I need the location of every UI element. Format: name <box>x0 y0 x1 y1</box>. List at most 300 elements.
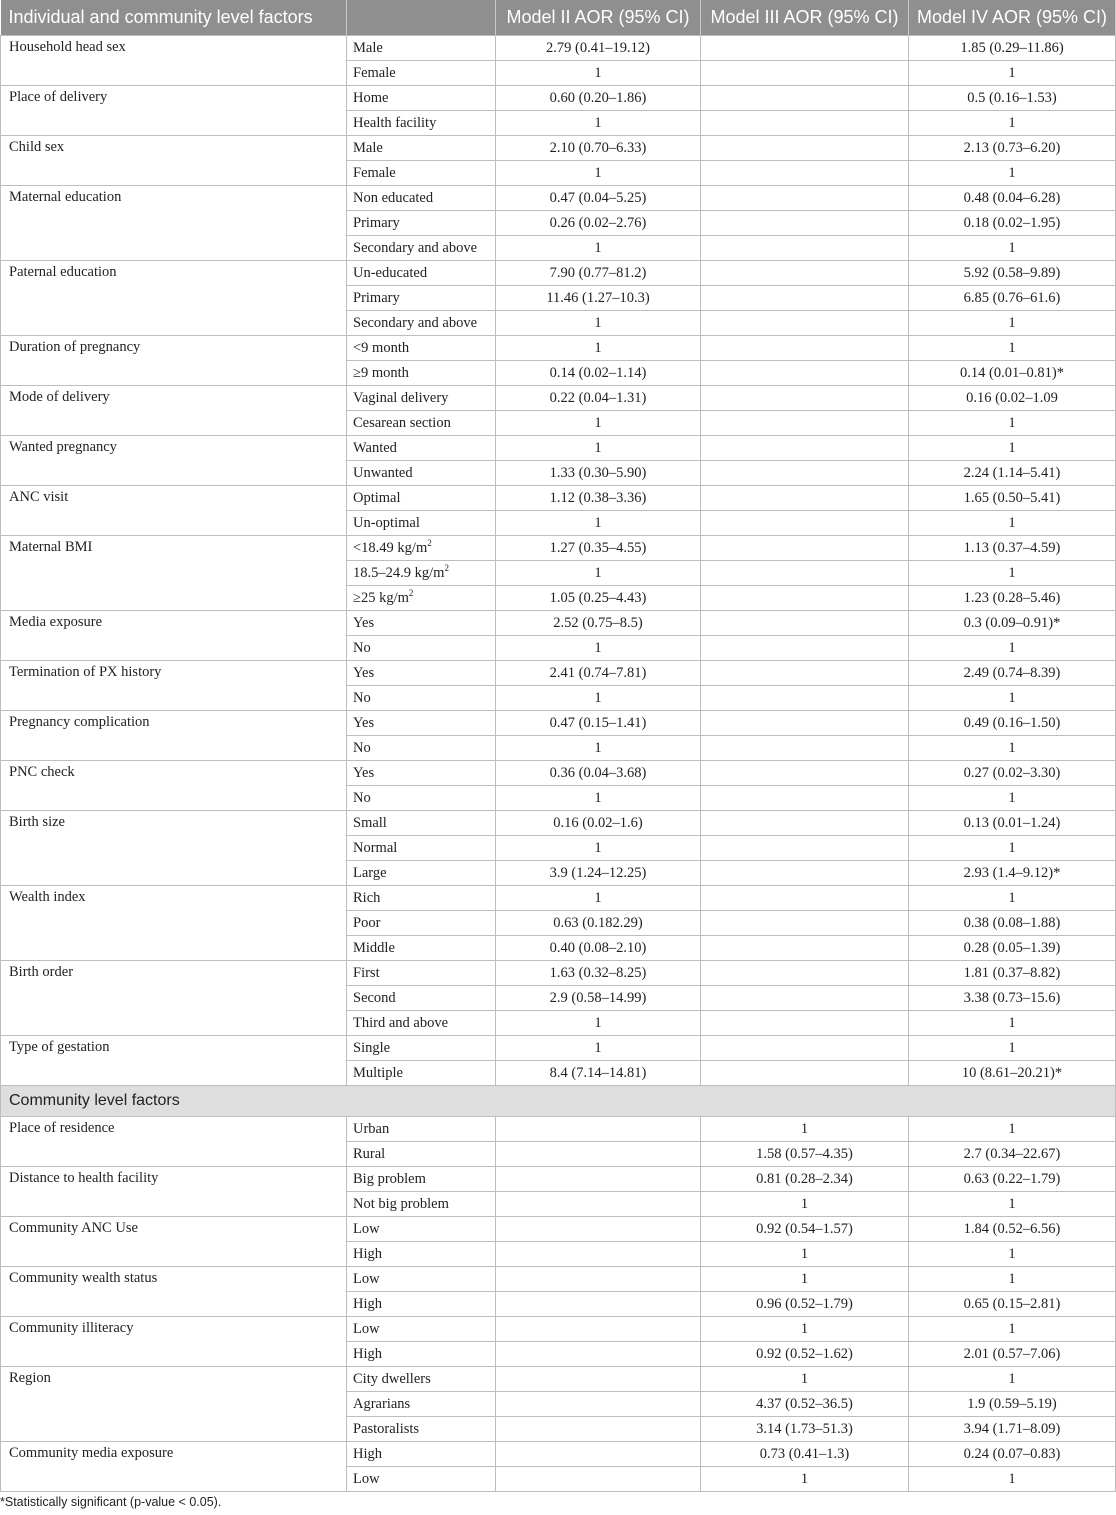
aor-m2-value <box>496 1192 701 1217</box>
factor-level-label: Low <box>353 1321 380 1337</box>
aor-m2-value: 0.60 (0.20–1.86) <box>496 86 701 111</box>
factor-level <box>347 811 496 836</box>
factor-level-label: Un-optimal <box>353 515 420 531</box>
aor-m2-value: 1 <box>496 1036 701 1061</box>
aor-m2-value: 2.79 (0.41–19.12) <box>496 36 701 61</box>
aor-m4-value: 0.3 (0.09–0.91)* <box>909 611 1116 636</box>
aor-m4-value: 0.24 (0.07–0.83) <box>909 1442 1116 1467</box>
factor-level <box>347 461 496 486</box>
aor-m2-value: 1 <box>496 736 701 761</box>
aor-m4-value: 1.13 (0.37–4.59) <box>909 536 1116 561</box>
aor-m3-value <box>701 36 909 61</box>
aor-m3-value <box>701 136 909 161</box>
factor-level <box>347 61 496 86</box>
aor-m2-value: 0.47 (0.04–5.25) <box>496 186 701 211</box>
aor-m2-value: 0.63 (0.182.29) <box>496 911 701 936</box>
aor-m3-value <box>701 61 909 86</box>
aor-m4-value: 1 <box>909 1036 1116 1061</box>
section-row <box>1 1086 1116 1117</box>
factor-level <box>347 1011 496 1036</box>
factor-level-label: Non educated <box>353 190 434 206</box>
factor-level <box>347 1167 496 1192</box>
table-row <box>1 136 1116 161</box>
table-row <box>1 1267 1116 1292</box>
table-row <box>1 86 1116 111</box>
factor-level <box>347 161 496 186</box>
factor-name: Birth order <box>1 961 347 1036</box>
factor-level-label: ≥9 month <box>353 365 409 381</box>
factor-level-label: Second <box>353 990 396 1006</box>
factor-name: Wanted pregnancy <box>1 436 347 486</box>
factor-level-label: Home <box>353 90 389 106</box>
aor-m4-value: 0.65 (0.15–2.81) <box>909 1292 1116 1317</box>
aor-m3-value <box>701 486 909 511</box>
aor-m3-value: 1 <box>701 1317 909 1342</box>
aor-m2-value: 0.16 (0.02–1.6) <box>496 811 701 836</box>
factor-level <box>347 1442 496 1467</box>
factor-level <box>347 1036 496 1061</box>
factor-level-label: Male <box>353 140 383 156</box>
aor-m3-value: 1 <box>701 1242 909 1267</box>
factor-name: Community media exposure <box>1 1442 347 1492</box>
factor-level-label: Low <box>353 1221 380 1237</box>
header-model-2: Model II AOR (95% CI) <box>496 0 701 36</box>
factor-name: Maternal BMI <box>1 536 347 611</box>
aor-m4-value: 1 <box>909 636 1116 661</box>
aor-m4-value: 1 <box>909 1467 1116 1492</box>
factor-level-label: Urban <box>353 1121 390 1137</box>
aor-m3-value <box>701 761 909 786</box>
aor-m3-value <box>701 186 909 211</box>
aor-m4-value: 1.84 (0.52–6.56) <box>909 1217 1116 1242</box>
aor-m4-value: 2.93 (1.4–9.12)* <box>909 861 1116 886</box>
aor-m3-value <box>701 1011 909 1036</box>
factor-level <box>347 711 496 736</box>
factor-level <box>347 1367 496 1392</box>
aor-m3-value <box>701 786 909 811</box>
aor-m4-value: 1 <box>909 886 1116 911</box>
aor-m2-value: 1.27 (0.35–4.55) <box>496 536 701 561</box>
aor-m3-value <box>701 711 909 736</box>
factor-level-label: No <box>353 640 371 656</box>
aor-m4-value: 3.38 (0.73–15.6) <box>909 986 1116 1011</box>
aor-m3-value: 1 <box>701 1117 909 1142</box>
aor-m3-value <box>701 361 909 386</box>
factor-level <box>347 86 496 111</box>
aor-m3-value: 1 <box>701 1192 909 1217</box>
factor-level-label: <9 month <box>353 340 410 356</box>
factor-name: Paternal education <box>1 261 347 336</box>
header-model-4: Model IV AOR (95% CI) <box>909 0 1116 36</box>
aor-m3-value <box>701 161 909 186</box>
aor-m3-value <box>701 836 909 861</box>
aor-m2-value: 0.47 (0.15–1.41) <box>496 711 701 736</box>
aor-m2-value: 2.9 (0.58–14.99) <box>496 986 701 1011</box>
factor-level-label: 18.5–24.9 kg/m <box>353 565 445 581</box>
factor-level <box>347 761 496 786</box>
factor-name: Household head sex <box>1 36 347 86</box>
factor-level-label: Low <box>353 1471 380 1487</box>
aor-m3-value: 0.92 (0.54–1.57) <box>701 1217 909 1242</box>
table-row <box>1 486 1116 511</box>
factor-level-label: Low <box>353 1271 380 1287</box>
aor-m3-value: 1 <box>701 1267 909 1292</box>
aor-m2-value: 7.90 (0.77–81.2) <box>496 261 701 286</box>
factor-level-label: Yes <box>353 765 375 781</box>
factor-level <box>347 1467 496 1492</box>
aor-m2-value: 8.4 (7.14–14.81) <box>496 1061 701 1086</box>
factor-level-label: ≥25 kg/m <box>353 590 409 606</box>
factor-name: Community illiteracy <box>1 1317 347 1367</box>
factor-level <box>347 911 496 936</box>
factor-level-label: Agrarians <box>353 1396 411 1412</box>
aor-m2-value: 1 <box>496 336 701 361</box>
aor-m3-value <box>701 211 909 236</box>
factor-level-label: High <box>353 1446 382 1462</box>
aor-m2-value: 1 <box>496 636 701 661</box>
aor-m2-value <box>496 1417 701 1442</box>
factor-level <box>347 836 496 861</box>
factor-level <box>347 36 496 61</box>
aor-m3-value <box>701 611 909 636</box>
factor-level <box>347 411 496 436</box>
aor-m3-value: 0.81 (0.28–2.34) <box>701 1167 909 1192</box>
factor-level <box>347 336 496 361</box>
aor-m3-value <box>701 261 909 286</box>
aor-m2-value: 0.36 (0.04–3.68) <box>496 761 701 786</box>
table-row <box>1 811 1116 836</box>
aor-m4-value: 0.18 (0.02–1.95) <box>909 211 1116 236</box>
factor-level-label: Yes <box>353 715 375 731</box>
aor-m4-value: 1.23 (0.28–5.46) <box>909 586 1116 611</box>
aor-m3-value <box>701 111 909 136</box>
aor-m4-value: 3.94 (1.71–8.09) <box>909 1417 1116 1442</box>
factor-name: Termination of PX history <box>1 661 347 711</box>
aor-m3-value <box>701 661 909 686</box>
unit-superscript: 2 <box>408 588 414 599</box>
factor-level <box>347 1417 496 1442</box>
factor-level-label: Yes <box>353 615 375 631</box>
table-row <box>1 661 1116 686</box>
unit-superscript: 2 <box>444 563 449 574</box>
aor-m2-value <box>496 1167 701 1192</box>
aor-m3-value <box>701 1036 909 1061</box>
factor-level <box>347 186 496 211</box>
factor-level <box>347 286 496 311</box>
factor-level <box>347 436 496 461</box>
aor-m3-value <box>701 636 909 661</box>
factor-level <box>347 736 496 761</box>
factor-level-label: Primary <box>353 215 400 231</box>
aor-m2-value <box>496 1267 701 1292</box>
aor-m2-value <box>496 1142 701 1167</box>
factor-level <box>347 1392 496 1417</box>
aor-m4-value: 1 <box>909 236 1116 261</box>
community-section-label: Community level factors <box>1 1086 1116 1117</box>
table-row <box>1 436 1116 461</box>
factor-level <box>347 1192 496 1217</box>
aor-m4-value: 1.9 (0.59–5.19) <box>909 1392 1116 1417</box>
factor-level <box>347 1142 496 1167</box>
aor-m4-value: 2.7 (0.34–22.67) <box>909 1142 1116 1167</box>
table-header <box>1 0 1116 36</box>
factor-name: ANC visit <box>1 486 347 536</box>
factor-level <box>347 586 496 611</box>
aor-m2-value: 1 <box>496 886 701 911</box>
factor-level <box>347 261 496 286</box>
factor-level <box>347 311 496 336</box>
aor-m3-value <box>701 936 909 961</box>
aor-m2-value <box>496 1242 701 1267</box>
aor-m2-value: 1.05 (0.25–4.43) <box>496 586 701 611</box>
aor-m2-value: 1 <box>496 411 701 436</box>
aor-m2-value <box>496 1292 701 1317</box>
factor-level <box>347 961 496 986</box>
table-row <box>1 336 1116 361</box>
aor-m3-value <box>701 461 909 486</box>
aor-m2-value: 2.52 (0.75–8.5) <box>496 611 701 636</box>
factor-level-label: City dwellers <box>353 1371 431 1387</box>
header-level <box>347 0 496 36</box>
factor-level-label: <18.49 kg/m <box>353 540 428 556</box>
factor-level-label: Normal <box>353 840 398 856</box>
factor-level-label: Cesarean section <box>353 415 451 431</box>
aor-m2-value: 1 <box>496 61 701 86</box>
header-row <box>1 0 1116 36</box>
aor-m3-value <box>701 286 909 311</box>
table-row <box>1 536 1116 561</box>
aor-m3-value: 4.37 (0.52–36.5) <box>701 1392 909 1417</box>
aor-m2-value: 3.9 (1.24–12.25) <box>496 861 701 886</box>
aor-m3-value: 3.14 (1.73–51.3) <box>701 1417 909 1442</box>
factor-level <box>347 1217 496 1242</box>
aor-m4-value: 1.81 (0.37–8.82) <box>909 961 1116 986</box>
factor-name: Media exposure <box>1 611 347 661</box>
factor-level <box>347 211 496 236</box>
aor-m4-value: 2.01 (0.57–7.06) <box>909 1342 1116 1367</box>
table-row <box>1 186 1116 211</box>
factor-level-label: Health facility <box>353 115 437 131</box>
aor-m3-value <box>701 961 909 986</box>
table-row <box>1 36 1116 61</box>
aor-m3-value <box>701 811 909 836</box>
aor-m2-value: 1 <box>496 786 701 811</box>
factor-level <box>347 561 496 586</box>
aor-m4-value: 0.5 (0.16–1.53) <box>909 86 1116 111</box>
community-factors-body <box>1 1117 1116 1492</box>
aor-m4-value: 0.27 (0.02–3.30) <box>909 761 1116 786</box>
table-row <box>1 261 1116 286</box>
aor-m3-value <box>701 886 909 911</box>
aor-m4-value: 1 <box>909 111 1116 136</box>
factor-name: Type of gestation <box>1 1036 347 1086</box>
aor-m3-value <box>701 586 909 611</box>
aor-m4-value: 1 <box>909 686 1116 711</box>
factor-level-label: Un-educated <box>353 265 428 281</box>
factor-level-label: Female <box>353 165 396 181</box>
aor-m3-value <box>701 411 909 436</box>
factor-level-label: Poor <box>353 915 381 931</box>
aor-m4-value: 1 <box>909 61 1116 86</box>
factor-level <box>347 786 496 811</box>
header-model-3: Model III AOR (95% CI) <box>701 0 909 36</box>
factor-level-label: Multiple <box>353 1065 403 1081</box>
factor-level-label: Male <box>353 40 383 56</box>
aor-m3-value: 0.92 (0.52–1.62) <box>701 1342 909 1367</box>
table-row <box>1 1117 1116 1142</box>
aor-m4-value: 1 <box>909 511 1116 536</box>
factor-level <box>347 361 496 386</box>
table-row <box>1 386 1116 411</box>
factor-level-label: Secondary and above <box>353 240 478 256</box>
aor-m3-value <box>701 336 909 361</box>
factor-level <box>347 111 496 136</box>
aor-m4-value: 6.85 (0.76–61.6) <box>909 286 1116 311</box>
factor-level <box>347 861 496 886</box>
table-row <box>1 1317 1116 1342</box>
aor-m3-value: 0.96 (0.52–1.79) <box>701 1292 909 1317</box>
aor-m2-value: 1 <box>496 236 701 261</box>
factor-name: Maternal education <box>1 186 347 261</box>
table-row <box>1 886 1116 911</box>
factor-level-label: No <box>353 740 371 756</box>
factor-level <box>347 936 496 961</box>
aor-m4-value: 0.49 (0.16–1.50) <box>909 711 1116 736</box>
aor-m4-value: 1 <box>909 1317 1116 1342</box>
footnote <box>0 1495 221 1509</box>
aor-m4-value: 10 (8.61–20.21)* <box>909 1061 1116 1086</box>
aor-m2-value: 1 <box>496 1011 701 1036</box>
factor-level-label: Small <box>353 815 387 831</box>
factor-level-label: High <box>353 1346 382 1362</box>
aor-m2-value: 1 <box>496 836 701 861</box>
factor-level <box>347 1061 496 1086</box>
aor-m4-value: 2.49 (0.74–8.39) <box>909 661 1116 686</box>
factor-name: Distance to health facility <box>1 1167 347 1217</box>
aor-m4-value: 0.14 (0.01–0.81)* <box>909 361 1116 386</box>
factor-level-label: Wanted <box>353 440 397 456</box>
factor-level <box>347 886 496 911</box>
aor-m2-value <box>496 1467 701 1492</box>
aor-m4-value: 1 <box>909 836 1116 861</box>
aor-m3-value <box>701 686 909 711</box>
aor-m3-value: 1 <box>701 1467 909 1492</box>
factor-level <box>347 1317 496 1342</box>
factor-name: Community ANC Use <box>1 1217 347 1267</box>
aor-m2-value <box>496 1342 701 1367</box>
factor-name: Birth size <box>1 811 347 886</box>
factor-name: Region <box>1 1367 347 1442</box>
factor-level <box>347 1342 496 1367</box>
aor-m2-value <box>496 1367 701 1392</box>
table-row <box>1 1167 1116 1192</box>
header-factor: Individual and community level factors <box>1 0 347 36</box>
aor-m3-value: 0.73 (0.41–1.3) <box>701 1442 909 1467</box>
factor-name: Mode of delivery <box>1 386 347 436</box>
aor-m2-value: 0.40 (0.08–2.10) <box>496 936 701 961</box>
aor-m2-value <box>496 1217 701 1242</box>
factor-name: PNC check <box>1 761 347 811</box>
aor-m4-value: 1 <box>909 161 1116 186</box>
factor-name: Wealth index <box>1 886 347 961</box>
factor-level <box>347 236 496 261</box>
aor-m2-value: 11.46 (1.27–10.3) <box>496 286 701 311</box>
factor-level-label: Pastoralists <box>353 1421 420 1437</box>
aor-m4-value: 1 <box>909 311 1116 336</box>
factor-level-label: Middle <box>353 940 395 956</box>
table-row <box>1 1036 1116 1061</box>
aor-m3-value <box>701 386 909 411</box>
aor-m2-value: 0.22 (0.04–1.31) <box>496 386 701 411</box>
factor-level <box>347 1292 496 1317</box>
aor-m2-value: 0.26 (0.02–2.76) <box>496 211 701 236</box>
aor-m2-value: 1 <box>496 111 701 136</box>
aor-m3-value <box>701 236 909 261</box>
factor-level-label: High <box>353 1246 382 1262</box>
aor-m4-value: 1 <box>909 1117 1116 1142</box>
aor-m3-value <box>701 911 909 936</box>
factor-level <box>347 386 496 411</box>
aor-m4-value: 1 <box>909 786 1116 811</box>
factor-name: Community wealth status <box>1 1267 347 1317</box>
factor-level-label: Third and above <box>353 1015 449 1031</box>
aor-m3-value <box>701 986 909 1011</box>
factor-level-label: Unwanted <box>353 465 413 481</box>
aor-m4-value: 2.24 (1.14–5.41) <box>909 461 1116 486</box>
aor-m2-value: 1 <box>496 436 701 461</box>
footnote-text: *Statistically significant (p-value < 0.05). <box>0 1495 222 1509</box>
aor-m3-value: 1 <box>701 1367 909 1392</box>
table-row <box>1 1442 1116 1467</box>
aor-m4-value: 0.48 (0.04–6.28) <box>909 186 1116 211</box>
factor-name: Pregnancy complication <box>1 711 347 761</box>
aor-m2-value <box>496 1117 701 1142</box>
factor-level <box>347 1117 496 1142</box>
aor-m2-value <box>496 1442 701 1467</box>
aor-m3-value <box>701 736 909 761</box>
factor-level <box>347 486 496 511</box>
aor-m4-value: 1 <box>909 411 1116 436</box>
aor-m3-value <box>701 561 909 586</box>
factor-level-label: Rich <box>353 890 381 906</box>
factor-name: Duration of pregnancy <box>1 336 347 386</box>
factor-name: Child sex <box>1 136 347 186</box>
table-row <box>1 1367 1116 1392</box>
factor-level-label: Single <box>353 1040 391 1056</box>
aor-m4-value: 1 <box>909 1011 1116 1036</box>
aor-m4-value: 0.28 (0.05–1.39) <box>909 936 1116 961</box>
aor-m2-value: 1 <box>496 161 701 186</box>
aor-m4-value: 0.38 (0.08–1.88) <box>909 911 1116 936</box>
community-section-body <box>1 1086 1116 1117</box>
table-row <box>1 961 1116 986</box>
aor-m2-value: 1 <box>496 511 701 536</box>
aor-m2-value: 0.14 (0.02–1.14) <box>496 361 701 386</box>
factor-level-label: Not big problem <box>353 1196 449 1212</box>
aor-m4-value: 1 <box>909 561 1116 586</box>
aor-m4-value: 0.63 (0.22–1.79) <box>909 1167 1116 1192</box>
aor-m4-value: 1 <box>909 1367 1116 1392</box>
aor-m4-value: 5.92 (0.58–9.89) <box>909 261 1116 286</box>
factor-level-label: Primary <box>353 290 400 306</box>
aor-m2-value: 2.10 (0.70–6.33) <box>496 136 701 161</box>
factor-level-label: Female <box>353 65 396 81</box>
aor-m2-value <box>496 1392 701 1417</box>
factor-level-label: Secondary and above <box>353 315 478 331</box>
aor-m2-value: 1 <box>496 686 701 711</box>
factor-level <box>347 686 496 711</box>
aor-m2-value: 1.12 (0.38–3.36) <box>496 486 701 511</box>
